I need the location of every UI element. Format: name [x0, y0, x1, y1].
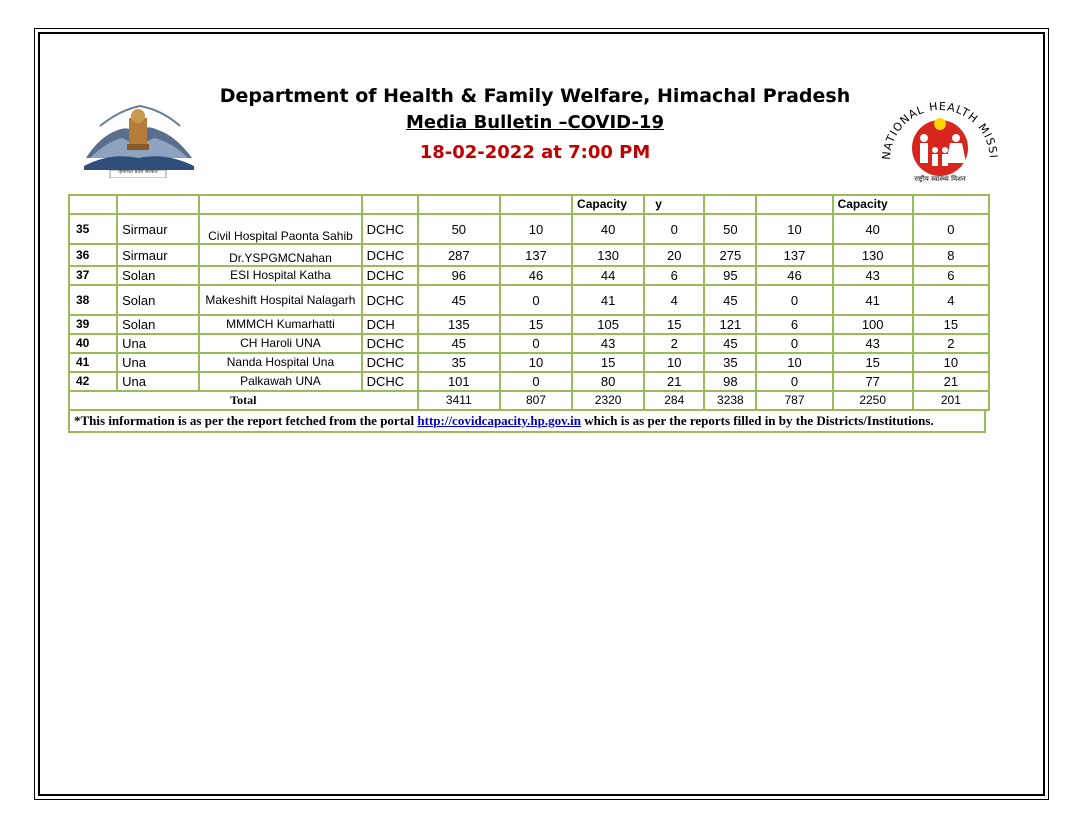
table-cell: 105 [572, 315, 644, 334]
table-cell: DCH [362, 315, 418, 334]
table-cell: Nanda Hospital Una [199, 353, 361, 372]
table-cell: 287 [418, 244, 500, 266]
table-cell: 43 [572, 334, 644, 353]
department-title: Department of Health & Family Welfare, Himachal Pradesh [219, 85, 851, 107]
table-cell: 0 [756, 334, 832, 353]
table-cell: DCHC [362, 372, 418, 391]
table-cell: ESI Hospital Katha [199, 266, 361, 285]
table-cell: 8 [913, 244, 989, 266]
table-cell: 80 [572, 372, 644, 391]
table-cell: 40 [833, 214, 913, 244]
table-cell: Una [117, 334, 199, 353]
table-cell: 40 [69, 334, 117, 353]
total-cell: 201 [913, 391, 989, 410]
footnote-text-after: which is as per the reports filled in by the Districts/Institutions. [581, 413, 934, 428]
table-cell: 15 [572, 353, 644, 372]
total-label: Total [69, 391, 418, 410]
table-cell: 0 [644, 214, 704, 244]
table-row [69, 214, 989, 244]
table-cell: 46 [756, 266, 832, 285]
header-cell [117, 195, 199, 214]
table-cell: 135 [418, 315, 500, 334]
table-cell: 35 [69, 214, 117, 244]
table-row [69, 266, 989, 285]
header-cell [500, 195, 572, 214]
table-cell: 43 [833, 334, 913, 353]
table-total-row [69, 391, 989, 410]
table-cell: 137 [500, 244, 572, 266]
table-cell: DCHC [362, 353, 418, 372]
table-cell: 275 [704, 244, 756, 266]
nhm-caption: राष्ट्रीय स्वास्थ्य मिशन [914, 175, 966, 183]
table-cell: 39 [69, 315, 117, 334]
table-cell: 0 [756, 372, 832, 391]
table-cell: 41 [833, 285, 913, 315]
table-cell: 50 [418, 214, 500, 244]
footnote [68, 411, 986, 433]
table-cell: DCHC [362, 285, 418, 315]
table-cell: 15 [644, 315, 704, 334]
table-cell: 10 [500, 214, 572, 244]
table-cell: Palkawah UNA [199, 372, 361, 391]
table-cell: DCHC [362, 334, 418, 353]
table-row [69, 315, 989, 334]
covid-capacity-table [68, 194, 990, 411]
table-cell: 101 [418, 372, 500, 391]
table-cell: 6 [644, 266, 704, 285]
table-cell: 10 [756, 214, 832, 244]
table-cell: 95 [704, 266, 756, 285]
table-cell: CH Haroli UNA [199, 334, 361, 353]
table-row [69, 244, 989, 266]
table-cell: Sirmaur [117, 244, 199, 266]
table-cell: 10 [644, 353, 704, 372]
table-cell: DCHC [362, 244, 418, 266]
table-cell: Una [117, 353, 199, 372]
table-cell: 45 [704, 285, 756, 315]
header-cell [756, 195, 832, 214]
table-cell: 137 [756, 244, 832, 266]
header-cell [913, 195, 989, 214]
table-cell: 6 [913, 266, 989, 285]
table-cell: 100 [833, 315, 913, 334]
header-cell [704, 195, 756, 214]
table-cell: 0 [500, 372, 572, 391]
table-cell: 0 [500, 334, 572, 353]
table-cell: 43 [833, 266, 913, 285]
table-cell: 4 [913, 285, 989, 315]
total-cell: 2320 [572, 391, 644, 410]
table-cell: Solan [117, 266, 199, 285]
table-cell: MMMCH Kumarhatti [199, 315, 361, 334]
table-row [69, 285, 989, 315]
table-cell: Solan [117, 285, 199, 315]
nhm-arc-text: NATIONAL HEALTH MISSI [879, 99, 1001, 161]
table-cell: Sirmaur [117, 214, 199, 244]
bulletin-subtitle: Media Bulletin –COVID-19 [406, 112, 664, 133]
table-cell: 130 [833, 244, 913, 266]
table-cell: 130 [572, 244, 644, 266]
table-cell: 15 [833, 353, 913, 372]
covid-capacity-portal-link[interactable]: http://covidcapacity.hp.gov.in [417, 413, 582, 428]
table-cell: 20 [644, 244, 704, 266]
header-cell [69, 195, 117, 214]
total-cell: 787 [756, 391, 832, 410]
header-cell: Capacity [833, 195, 913, 214]
bulletin-date: 18-02-2022 at 7:00 PM [419, 142, 651, 163]
total-cell: 3238 [704, 391, 756, 410]
table-cell: 40 [572, 214, 644, 244]
table-cell: Una [117, 372, 199, 391]
table-cell: 21 [644, 372, 704, 391]
table-cell: 45 [418, 334, 500, 353]
table-cell: 15 [913, 315, 989, 334]
table-cell: Civil Hospital Paonta Sahib [199, 214, 361, 244]
table-cell: 45 [704, 334, 756, 353]
table-cell: Solan [117, 315, 199, 334]
table-cell: 2 [644, 334, 704, 353]
table-header-row [69, 195, 989, 214]
table-cell: 41 [69, 353, 117, 372]
table-cell: 77 [833, 372, 913, 391]
table-cell: DCHC [362, 266, 418, 285]
table-cell: 0 [913, 214, 989, 244]
table-cell: Dr.YSPGMCNahan [199, 244, 361, 266]
table-cell: 44 [572, 266, 644, 285]
table-cell: 10 [913, 353, 989, 372]
table-row [69, 353, 989, 372]
table-cell: 46 [500, 266, 572, 285]
table-cell: 42 [69, 372, 117, 391]
table-cell: 10 [500, 353, 572, 372]
table-row [69, 334, 989, 353]
table-cell: 35 [704, 353, 756, 372]
bulletin-header [160, 84, 910, 165]
table-cell: 41 [572, 285, 644, 315]
total-cell: 3411 [418, 391, 500, 410]
footnote-text-before: *This information is as per the report fetched from the portal [74, 413, 418, 428]
table-cell: 36 [69, 244, 117, 266]
table-cell: 121 [704, 315, 756, 334]
table-cell: 37 [69, 266, 117, 285]
total-cell: 284 [644, 391, 704, 410]
table-cell: 35 [418, 353, 500, 372]
table-cell: 38 [69, 285, 117, 315]
header-cell: y [644, 195, 704, 214]
table-cell: 15 [500, 315, 572, 334]
header-cell [199, 195, 361, 214]
table-cell: Makeshift Hospital Nalagarh [199, 285, 361, 315]
table-cell: 21 [913, 372, 989, 391]
table-cell: 50 [704, 214, 756, 244]
total-cell: 807 [500, 391, 572, 410]
table-row [69, 372, 989, 391]
table-cell: DCHC [362, 214, 418, 244]
emblem-caption: हिमाचल प्रदेश सरकार [118, 169, 158, 175]
table-cell: 98 [704, 372, 756, 391]
table-cell: 10 [756, 353, 832, 372]
total-cell: 2250 [833, 391, 913, 410]
header-cell [418, 195, 500, 214]
header-cell [362, 195, 418, 214]
table-cell: 0 [500, 285, 572, 315]
table-cell: 96 [418, 266, 500, 285]
table-cell: 2 [913, 334, 989, 353]
table-cell: 6 [756, 315, 832, 334]
table-cell: 4 [644, 285, 704, 315]
header-cell: Capacity [572, 195, 644, 214]
table-cell: 0 [756, 285, 832, 315]
table-cell: 45 [418, 285, 500, 315]
